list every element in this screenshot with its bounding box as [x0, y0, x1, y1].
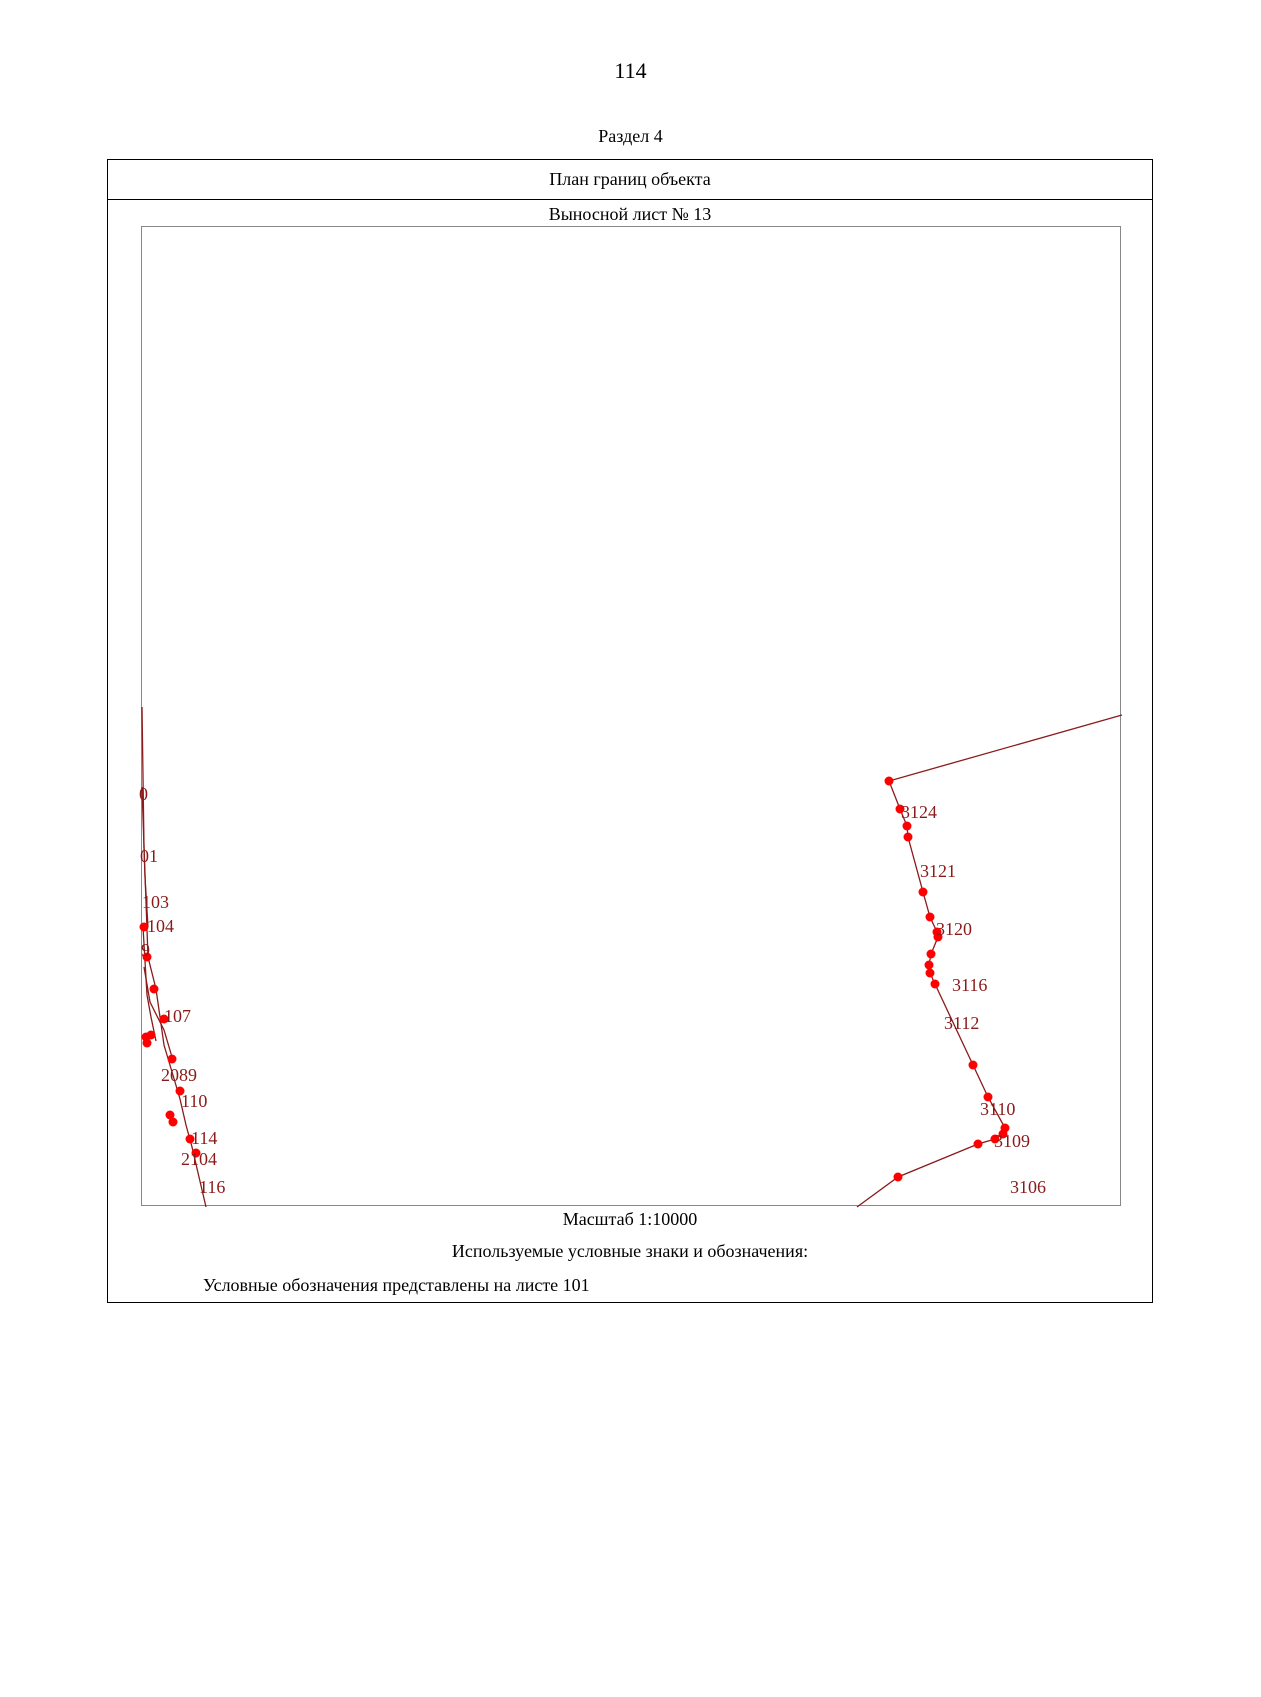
point-label-116: 116	[199, 1177, 226, 1197]
point-label-0: 0	[139, 784, 148, 804]
section-label: Раздел 4	[598, 126, 663, 146]
point-label-2089: 2089	[161, 1065, 197, 1085]
boundary-point	[926, 913, 935, 922]
boundary-lines	[142, 707, 1122, 1207]
point-label-104: 104	[147, 916, 174, 936]
point-label-3106: 3106	[1010, 1177, 1046, 1197]
point-label-3116: 3116	[952, 975, 988, 995]
point-label-3124: 3124	[901, 802, 937, 822]
point-label-2104: 2104	[181, 1149, 217, 1169]
boundary-point	[150, 985, 159, 994]
boundary-plan-frame	[107, 159, 1153, 1303]
frame-title: План границ объекта	[108, 160, 1152, 200]
point-label-3110: 3110	[980, 1099, 1016, 1119]
point-label-107: 107	[164, 1006, 191, 1026]
legend-title: Используемые условные знаки и обозначения:	[451, 1241, 809, 1261]
boundary-point	[894, 1173, 903, 1182]
boundary-point	[969, 1061, 978, 1070]
map-canvas[interactable]	[141, 226, 1121, 1206]
boundary-points	[140, 777, 1010, 1182]
boundary-point	[885, 777, 894, 786]
boundary-point	[927, 950, 936, 959]
point-label-3121: 3121	[920, 861, 956, 881]
boundary-point	[169, 1118, 178, 1127]
boundary-point	[925, 961, 934, 970]
boundary-point	[931, 980, 940, 989]
point-label-114: 114	[191, 1128, 218, 1148]
page-number: 114	[614, 58, 647, 83]
boundary-map[interactable]	[139, 227, 1122, 1207]
point-label-103: 103	[142, 892, 169, 912]
boundary-point	[903, 822, 912, 831]
right-boundary-line	[857, 715, 1122, 1207]
map-scale: Масштаб 1:10000	[562, 1209, 698, 1229]
boundary-point	[919, 888, 928, 897]
boundary-point	[147, 1031, 156, 1040]
boundary-point	[974, 1140, 983, 1149]
point-label-3120: 3120	[936, 919, 972, 939]
boundary-point	[168, 1055, 177, 1064]
legend-text: Условные обозначения представлены на листе 101	[203, 1275, 590, 1295]
boundary-point	[143, 1039, 152, 1048]
point-label-01: 01	[140, 846, 158, 866]
point-label-3112: 3112	[944, 1013, 980, 1033]
boundary-point	[904, 833, 913, 842]
point-label-3109: 3109	[994, 1131, 1030, 1151]
sheet-title: Выносной лист № 13	[548, 204, 712, 224]
point-label-9: 9	[141, 940, 150, 960]
boundary-point	[926, 969, 935, 978]
point-label-110: 110	[181, 1091, 208, 1111]
